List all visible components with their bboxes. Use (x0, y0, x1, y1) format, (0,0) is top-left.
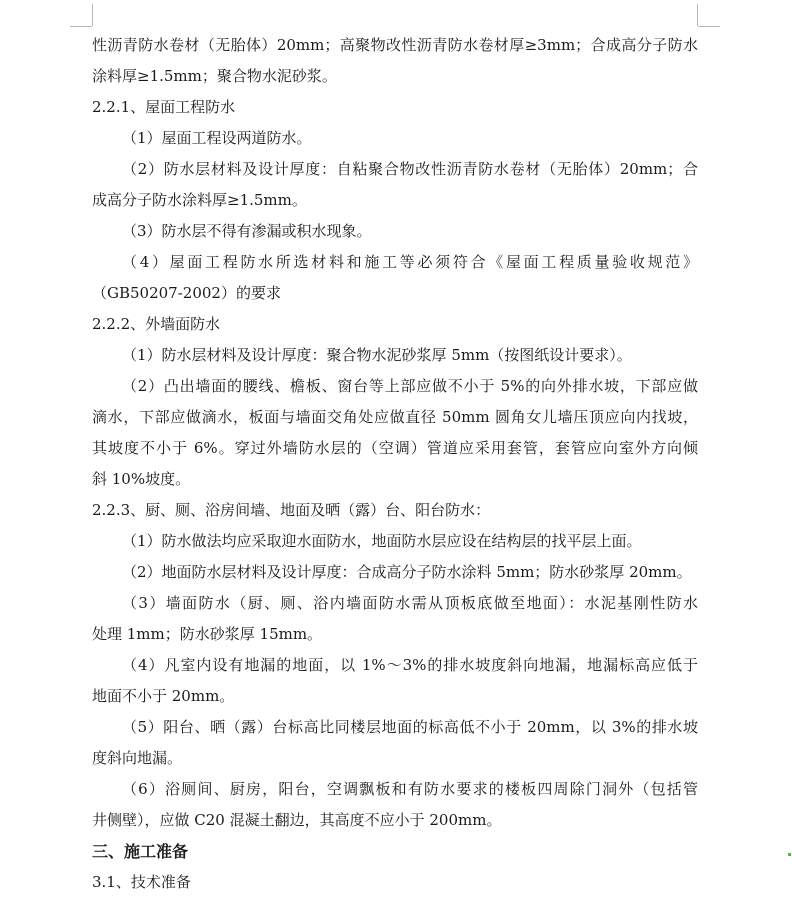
text-line: 涂料厚≥1.5mm；聚合物水泥砂浆。 (92, 67, 337, 85)
list-item: （6）浴厕间、厨房，阳台，空调飘板和有防水要求的楼板四周除门洞外（包括管 (122, 780, 698, 798)
text-line: 斜 10%坡度。 (92, 470, 191, 488)
text-line: 井侧壁），应做 C20 混凝土翻边，其高度不应小于 200mm。 (92, 811, 502, 829)
scroll-marker (788, 853, 791, 856)
text-line: 滴水，下部应做滴水，板面与墙面交角处应做直径 50mm 圆角女儿墙压顶应向内找坡， (92, 408, 698, 426)
section-heading-2-2-1: 2.2.1、屋面工程防水 (92, 98, 236, 116)
document-body[interactable] (92, 30, 698, 891)
list-item: （2）地面防水层材料及设计厚度：合成高分子防水涂料 5mm；防水砂浆厚 20mm。 (122, 563, 692, 581)
margin-corner-mark-left-horizontal (70, 26, 92, 27)
text-line: （GB50207-2002）的要求 (92, 284, 281, 302)
section-heading-3-1: 3.1、技术准备 (92, 873, 191, 891)
list-item: （1）防水层材料及设计厚度：聚合物水泥砂浆厚 5mm（按图纸设计要求）。 (122, 346, 632, 364)
text-line: 处理 1mm；防水砂浆厚 15mm。 (92, 625, 323, 643)
list-item: （1）防水做法均应采取迎水面防水，地面防水层应设在结构层的找平层上面。 (122, 532, 642, 550)
list-item: （3）防水层不得有渗漏或积水现象。 (122, 222, 372, 240)
chapter-heading: 三、施工准备 (92, 842, 189, 861)
text-line: 地面不小于 20mm。 (92, 687, 235, 705)
list-item: （4）凡室内设有地漏的地面，以 1%～3%的排水坡度斜向地漏，地漏标高应低于 (122, 656, 698, 674)
text-line: 成高分子防水涂料厚≥1.5mm。 (92, 191, 307, 209)
margin-corner-mark-right-horizontal (698, 26, 720, 27)
margin-corner-mark-left (92, 4, 93, 26)
margin-corner-mark-right (697, 4, 698, 26)
list-item: （4）屋面工程防水所选材料和施工等必须符合《屋面工程质量验收规范》 (122, 253, 698, 271)
list-item: （1）屋面工程设两道防水。 (122, 129, 312, 147)
section-heading-2-2-2: 2.2.2、外墙面防水 (92, 315, 221, 333)
list-item: （2）防水层材料及设计厚度：自粘聚合物改性沥青防水卷材（无胎体）20mm；合 (122, 160, 698, 178)
list-item: （5）阳台、晒（露）台标高比同楼层地面的标高低不小于 20mm，以 3%的排水坡 (122, 718, 698, 736)
section-heading-2-2-3: 2.2.3、厨、厕、浴房间墙、地面及晒（露）台、阳台防水： (92, 501, 491, 519)
text-line: 其坡度不小于 6%。穿过外墙防水层的（空调）管道应采用套管，套管应向室外方向倾 (92, 439, 698, 457)
list-item: （2）凸出墙面的腰线、檐板、窗台等上部应做不小于 5%的向外排水坡，下部应做 (122, 377, 698, 395)
text-line: 度斜向地漏。 (92, 749, 183, 767)
list-item: （3）墙面防水（厨、厕、浴内墙面防水需从顶板底做至地面）：水泥基刚性防水 (122, 594, 698, 612)
text-line: 性沥青防水卷材（无胎体）20mm；高聚物改性沥青防水卷材厚≥3mm；合成高分子防水 (92, 36, 698, 54)
